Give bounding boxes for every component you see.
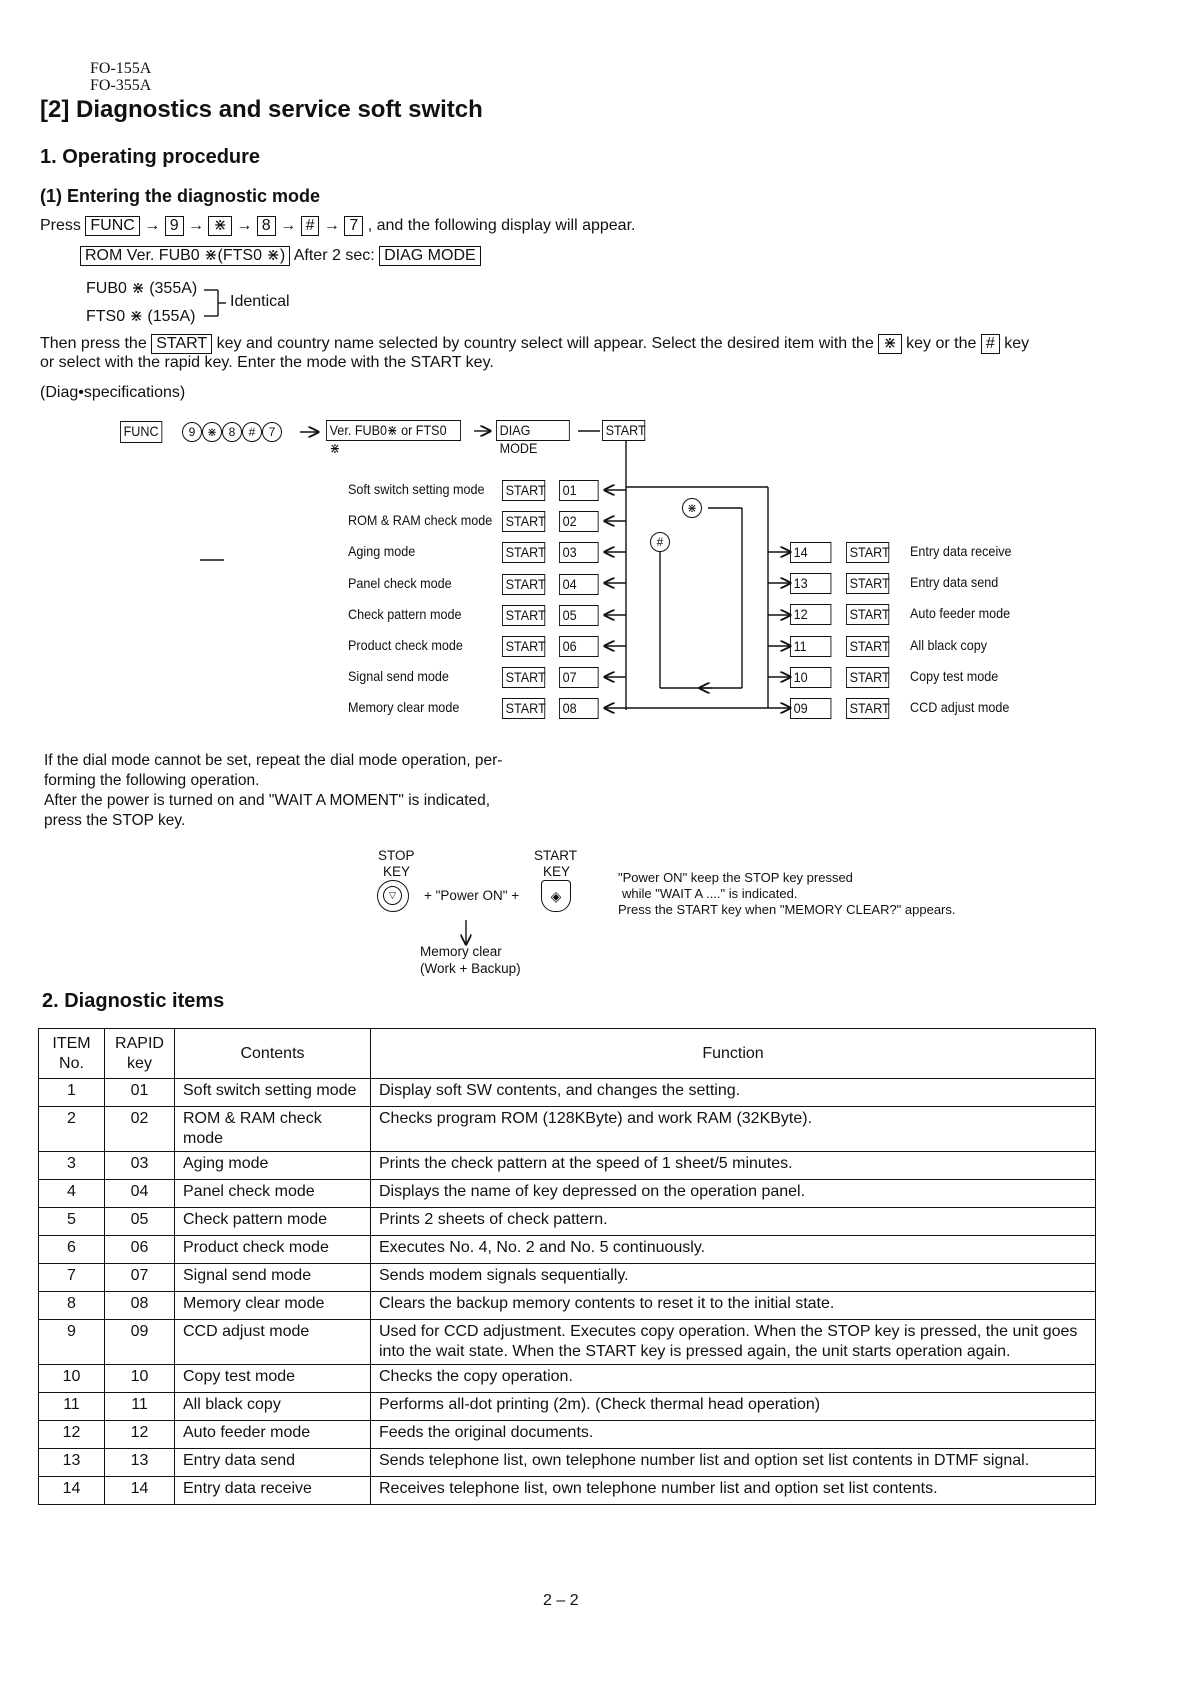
table-row xyxy=(39,1152,1096,1180)
table-header-row xyxy=(39,1029,1096,1079)
function-cell: Used for CCD adjustment. Executes copy operation. When the STOP key is pressed, the unit goes into the wait state. When the START key is pressed again, the unit starts operation again. xyxy=(371,1320,1096,1365)
left-mode-label: Check pattern mode xyxy=(348,606,462,622)
item-no-cell: 5 xyxy=(39,1208,105,1236)
table-row xyxy=(39,1393,1096,1421)
table-row xyxy=(39,1208,1096,1236)
left-mode-start-key: START xyxy=(502,667,545,688)
rapid-key-cell: 13 xyxy=(105,1449,175,1477)
col-rapid-header: RAPID key xyxy=(105,1029,175,1079)
function-cell: Prints the check pattern at the speed of 1 sheet/5 minutes. xyxy=(371,1152,1096,1180)
table-row xyxy=(39,1292,1096,1320)
left-mode-code: 07 xyxy=(559,667,599,688)
memory-clear-2: (Work + Backup) xyxy=(420,961,521,976)
right-mode-start-key: START xyxy=(846,667,889,688)
key-or-the: key or the xyxy=(906,335,977,352)
hash-key-inline: # xyxy=(981,334,1000,354)
left-mode-code: 06 xyxy=(559,636,599,657)
flow-start-box: START xyxy=(602,420,645,441)
table-row xyxy=(39,1449,1096,1477)
left-mode-start-key: START xyxy=(502,511,545,532)
flow-key-circles xyxy=(182,422,282,442)
contents-cell: Product check mode xyxy=(175,1236,371,1264)
right-mode-start-key: START xyxy=(846,573,889,594)
contents-cell: All black copy xyxy=(175,1393,371,1421)
memory-clear-1: Memory clear xyxy=(420,944,502,959)
star-node-icon: ⋇ xyxy=(682,498,702,518)
star-key: ⋇ xyxy=(208,216,231,236)
left-mode-label: ROM & RAM check mode xyxy=(348,512,493,528)
item-no-cell: 13 xyxy=(39,1449,105,1477)
press-word: Press xyxy=(40,217,81,234)
function-cell: Sends modem signals sequentially. xyxy=(371,1264,1096,1292)
function-cell: Receives telephone list, own telephone number list and option set list contents. xyxy=(371,1477,1096,1505)
item-no-cell: 6 xyxy=(39,1236,105,1264)
key-word: key xyxy=(1004,335,1030,352)
start-label-1: START xyxy=(534,848,578,863)
left-mode-start-key: START xyxy=(502,574,545,595)
table-row xyxy=(39,1320,1096,1365)
hash-node-icon: # xyxy=(650,532,670,552)
star-key-inline: ⋇ xyxy=(878,334,901,354)
contents-cell: Memory clear mode xyxy=(175,1292,371,1320)
section-heading-operating: 1. Operating procedure xyxy=(40,146,261,168)
section-heading-diagnostic-items: 2. Diagnostic items xyxy=(42,990,225,1012)
function-cell: Clears the backup memory contents to reset it to the initial state. xyxy=(371,1292,1096,1320)
function-cell: Performs all-dot printing (2m). (Check thermal head operation) xyxy=(371,1393,1096,1421)
right-mode-code: 14 xyxy=(790,542,831,563)
left-mode-label: Soft switch setting mode xyxy=(348,481,485,497)
rapid-key-cell: 14 xyxy=(105,1477,175,1505)
left-mode-start-key: START xyxy=(502,542,545,563)
keys-note-3: Press the START key when "MEMORY CLEAR?" appears. xyxy=(618,902,956,917)
flow-func-box: FUNC xyxy=(120,421,162,443)
function-cell: Checks the copy operation. xyxy=(371,1365,1096,1393)
right-mode-label: Auto feeder mode xyxy=(910,605,1011,621)
key-9: 9 xyxy=(165,216,184,236)
right-mode-code: 10 xyxy=(790,667,831,688)
then-line-2: or select with the rapid key. Enter the mode with the START key. xyxy=(40,354,494,371)
left-mode-code: 03 xyxy=(559,542,599,563)
diagnostic-items-table xyxy=(38,1028,1096,1505)
left-mode-label: Aging mode xyxy=(348,543,416,559)
item-no-cell: 8 xyxy=(39,1292,105,1320)
press-suffix: , and the following display will appear. xyxy=(367,217,636,234)
stop-label-1: STOP xyxy=(378,848,415,863)
page-title: [2] Diagnostics and service soft switch xyxy=(40,96,483,123)
function-cell: Display soft SW contents, and changes the setting. xyxy=(371,1079,1096,1107)
after-text: After 2 sec: xyxy=(293,247,375,264)
hash-key: # xyxy=(301,216,320,236)
circle-star: ⋇ xyxy=(202,422,222,442)
press-sequence: Press FUNC → 9 → ⋇ → 8 → # → 7 , and the following display will appear. xyxy=(40,217,636,234)
col-function-header: Function xyxy=(371,1029,1096,1079)
table-row xyxy=(39,1079,1096,1107)
start-key-inline: START xyxy=(151,334,212,354)
stop-label-2: KEY xyxy=(383,864,411,879)
left-mode-start-key: START xyxy=(502,636,545,657)
variant-355a: FUB0 ⋇ (355A) xyxy=(86,280,198,297)
flow-ver-box: Ver. FUB0⋇ or FTS0 ⋇ xyxy=(326,420,461,441)
key-7: 7 xyxy=(344,216,363,236)
right-mode-start-key: START xyxy=(846,542,889,563)
right-mode-code: 09 xyxy=(790,698,831,719)
then-text-2: key and country name selected by country select will appear. Select the desired item with the xyxy=(216,335,874,352)
table-row xyxy=(39,1236,1096,1264)
contents-cell: Signal send mode xyxy=(175,1264,371,1292)
left-mode-start-key: START xyxy=(502,698,545,719)
circle-9: 9 xyxy=(182,422,202,442)
table-row xyxy=(39,1365,1096,1393)
left-mode-code: 08 xyxy=(559,698,599,719)
right-mode-start-key: START xyxy=(846,698,889,719)
dial-note-line-2: forming the following operation. xyxy=(44,772,260,789)
left-mode-start-key: START xyxy=(502,480,545,501)
circle-8: 8 xyxy=(222,422,242,442)
left-mode-code: 02 xyxy=(559,511,599,532)
identical-label: Identical xyxy=(230,293,290,310)
rapid-key-cell: 02 xyxy=(105,1107,175,1152)
col-item-header: ITEM No. xyxy=(39,1029,105,1079)
item-no-cell: 4 xyxy=(39,1180,105,1208)
rapid-key-cell: 12 xyxy=(105,1421,175,1449)
rapid-key-cell: 05 xyxy=(105,1208,175,1236)
right-mode-label: Copy test mode xyxy=(910,668,999,684)
flow-diag-box: DIAG MODE xyxy=(496,420,570,441)
contents-cell: CCD adjust mode xyxy=(175,1320,371,1365)
then-text-1: Then press the xyxy=(40,335,147,352)
item-no-cell: 9 xyxy=(39,1320,105,1365)
function-cell: Prints 2 sheets of check pattern. xyxy=(371,1208,1096,1236)
rapid-key-cell: 10 xyxy=(105,1365,175,1393)
item-no-cell: 3 xyxy=(39,1152,105,1180)
left-mode-label: Memory clear mode xyxy=(348,699,460,715)
contents-cell: Soft switch setting mode xyxy=(175,1079,371,1107)
right-mode-start-key: START xyxy=(846,636,889,657)
item-no-cell: 11 xyxy=(39,1393,105,1421)
left-mode-label: Signal send mode xyxy=(348,668,449,684)
contents-cell: Aging mode xyxy=(175,1152,371,1180)
table-row xyxy=(39,1180,1096,1208)
stop-key-icon: ▽ xyxy=(377,880,409,912)
table-row xyxy=(39,1477,1096,1505)
rapid-key-cell: 09 xyxy=(105,1320,175,1365)
diag-display: DIAG MODE xyxy=(379,246,481,266)
left-mode-code: 01 xyxy=(559,480,599,501)
start-label-2: KEY xyxy=(543,864,571,879)
left-mode-label: Product check mode xyxy=(348,637,463,653)
rom-display: ROM Ver. FUB0 ⋇(FTS0 ⋇) xyxy=(80,246,290,266)
left-mode-label: Panel check mode xyxy=(348,575,452,591)
left-mode-code: 05 xyxy=(559,605,599,626)
rapid-key-cell: 07 xyxy=(105,1264,175,1292)
item-no-cell: 1 xyxy=(39,1079,105,1107)
function-cell: Displays the name of key depressed on the operation panel. xyxy=(371,1180,1096,1208)
contents-cell: Panel check mode xyxy=(175,1180,371,1208)
table-row xyxy=(39,1421,1096,1449)
rapid-key-cell: 04 xyxy=(105,1180,175,1208)
item-no-cell: 14 xyxy=(39,1477,105,1505)
right-mode-start-key: START xyxy=(846,604,889,625)
right-mode-label: Entry data receive xyxy=(910,543,1012,559)
right-mode-label: Entry data send xyxy=(910,574,999,590)
variant-155a: FTS0 ⋇ (155A) xyxy=(86,308,196,325)
item-no-cell: 7 xyxy=(39,1264,105,1292)
keys-note-1: "Power ON" keep the STOP key pressed xyxy=(618,870,853,885)
rapid-key-cell: 06 xyxy=(105,1236,175,1264)
rapid-key-cell: 08 xyxy=(105,1292,175,1320)
right-mode-code: 12 xyxy=(790,604,831,625)
circle-hash: # xyxy=(242,422,262,442)
contents-cell: Entry data receive xyxy=(175,1477,371,1505)
item-no-cell: 2 xyxy=(39,1107,105,1152)
power-on-text: + "Power ON" + xyxy=(424,888,520,903)
rapid-key-cell: 01 xyxy=(105,1079,175,1107)
table-row xyxy=(39,1107,1096,1152)
dial-note-line-3: After the power is turned on and "WAIT A MOMENT" is indicated, xyxy=(44,792,491,809)
rapid-key-cell: 03 xyxy=(105,1152,175,1180)
function-cell: Checks program ROM (128KByte) and work RAM (32KByte). xyxy=(371,1107,1096,1152)
dial-note-line-1: If the dial mode cannot be set, repeat the dial mode operation, per- xyxy=(44,752,503,769)
contents-cell: Copy test mode xyxy=(175,1365,371,1393)
right-mode-code: 11 xyxy=(790,636,831,657)
item-no-cell: 10 xyxy=(39,1365,105,1393)
item-no-cell: 12 xyxy=(39,1421,105,1449)
contents-cell: Auto feeder mode xyxy=(175,1421,371,1449)
left-mode-start-key: START xyxy=(502,605,545,626)
circle-7: 7 xyxy=(262,422,282,442)
dial-note-line-4: press the STOP key. xyxy=(44,812,186,829)
right-mode-label: CCD adjust mode xyxy=(910,699,1010,715)
func-key: FUNC xyxy=(85,216,139,236)
right-mode-code: 13 xyxy=(790,573,831,594)
start-key-icon: ◈ xyxy=(541,880,571,912)
col-contents-header: Contents xyxy=(175,1029,371,1079)
diag-spec-label: (Diag•specifications) xyxy=(40,384,186,401)
contents-cell: ROM & RAM check mode xyxy=(175,1107,371,1152)
model-number-1: FO-155A xyxy=(90,60,152,77)
sub-heading-entering: (1) Entering the diagnostic mode xyxy=(40,186,321,206)
function-cell: Feeds the original documents. xyxy=(371,1421,1096,1449)
contents-cell: Entry data send xyxy=(175,1449,371,1477)
rapid-key-cell: 11 xyxy=(105,1393,175,1421)
keys-note-2: while "WAIT A ...." is indicated. xyxy=(622,886,798,901)
page-number: 2 – 2 xyxy=(543,1592,579,1609)
contents-cell: Check pattern mode xyxy=(175,1208,371,1236)
right-mode-label: All black copy xyxy=(910,637,988,653)
table-row xyxy=(39,1264,1096,1292)
left-mode-code: 04 xyxy=(559,574,599,595)
key-8: 8 xyxy=(257,216,276,236)
model-number-2: FO-355A xyxy=(90,77,152,94)
function-cell: Executes No. 4, No. 2 and No. 5 continuously. xyxy=(371,1236,1096,1264)
function-cell: Sends telephone list, own telephone number list and option set list contents in DTMF signal. xyxy=(371,1449,1096,1477)
